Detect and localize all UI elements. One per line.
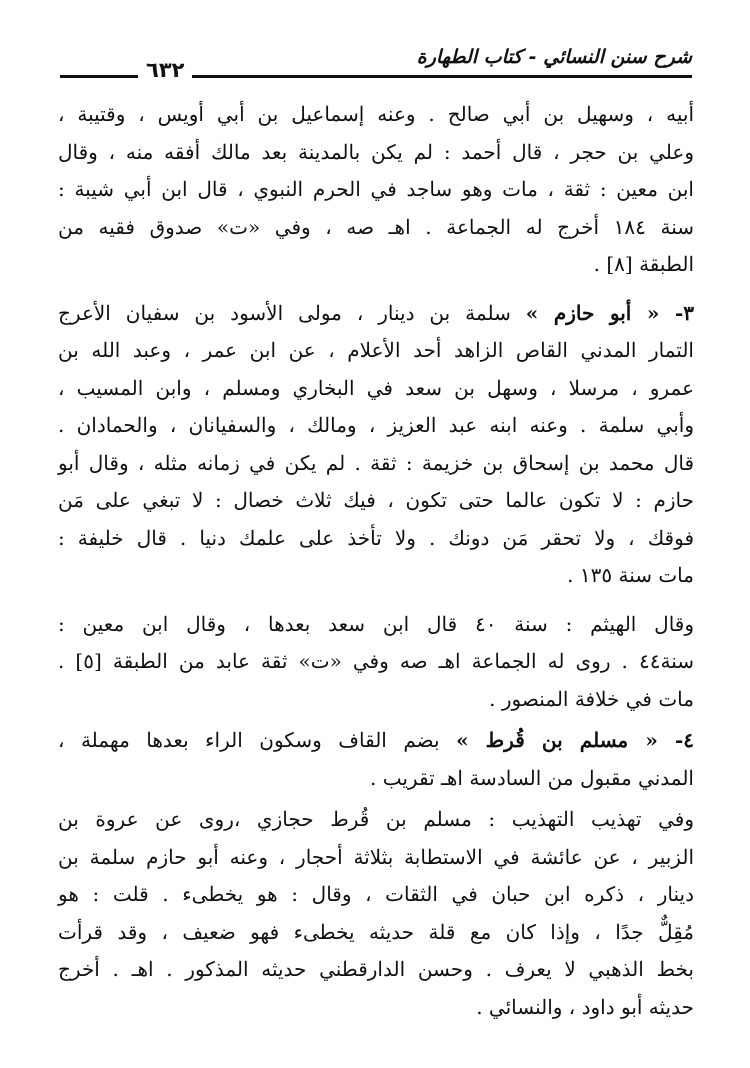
text-line: سنة٤٤ . روى له الجماعة اهـ صه وفي «ت» ثقة عابد من الطبقة [٥] .	[58, 649, 694, 673]
text-line: الزبير ، عن عائشة في الاستطابة بثلاثة أحجار ، وعنه أبو حازم سلمة بن	[58, 844, 694, 869]
text-line: وأبي سلمة . وعنه ابنه عبد العزيز ، ومالك ، والسفيانان ، والحمادان .	[58, 413, 694, 437]
text-line: مات في خلافة المنصور .	[489, 686, 694, 711]
paragraph-1	[58, 96, 694, 284]
page-number: ٦٣٢	[138, 58, 192, 82]
text-line: التمار المدني القاص الزاهد أحد الأعلام ، عن ابن عمر ، وعبد الله بن	[58, 338, 694, 362]
text-line: الطبقة [٨] .	[593, 252, 694, 276]
text-line	[58, 295, 694, 333]
text-line: حديثه أبو داود ، والنسائي .	[476, 994, 694, 1019]
page-body	[58, 96, 694, 1026]
paragraph-2	[58, 295, 694, 595]
text-line: مُقِلٌّ جدًا ، وإذا كان مع قلة حديثه يخطىء فهو ضعيف ، وقد قرأت	[58, 919, 694, 944]
paragraph-3	[58, 606, 694, 719]
entry-heading: ٤- « مسلم بن قُرط »	[456, 728, 695, 752]
paragraph-4	[58, 722, 694, 797]
text-line: المدني مقبول من السادسة اهـ تقريب .	[370, 765, 694, 790]
text-line: فوقك ، ولا تحقر مَن دونك . ولا تأخذ على علمك دنيا . قال خليفة :	[58, 525, 694, 550]
text-line: وقال الهيثم : سنة ٤٠ قال ابن سعد بعدها ، وقال ابن معين :	[58, 611, 695, 636]
text-line: بخط الذهبي لا يعرف . وحسن الدارقطني حديثه المذكور . اهـ . أخرج	[58, 957, 694, 981]
text-line: سنة ١٨٤ أخرج له الجماعة . اهـ صه ، وفي «ت» صدوق فقيه من	[58, 214, 695, 239]
text-line: دينار ، ذكره ابن حبان في الثقات ، وقال : هو يخطىء . قلت : هو	[58, 882, 694, 906]
entry-text: سلمة بن دينار ، مولى الأسود بن سفيان الأعرج	[58, 300, 526, 325]
text-line: قال محمد بن إسحاق بن خزيمة : ثقة . لم يكن في زمانه مثله ، وقال أبو	[58, 450, 694, 475]
entry-heading: ٣- « أبو حازم »	[525, 300, 694, 325]
text-line: أبيه ، وسهيل بن أبي صالح . وعنه إسماعيل بن أبي أويس ، وقتيبة ،	[58, 102, 694, 126]
text-line: حازم : لا تكون عالما حتى تكون ، فيك ثلاث خصال : لا تبغي على مَن	[58, 488, 694, 512]
text-line	[58, 722, 694, 760]
text-line: وعلي بن حجر ، قال أحمد : لم يكن بالمدينة بعد مالك أفقه منه ، وقال	[58, 139, 694, 164]
paragraph-5	[58, 801, 694, 1026]
text-line: مات سنة ١٣٥ .	[567, 563, 694, 587]
text-line: ابن معين : ثقة ، مات وهو ساجد في الحرم النبوي ، قال ابن أبي شيبة :	[58, 177, 694, 201]
text-line: عمرو ، مرسلا ، وسهل بن سعد في البخاري ومسلم ، وابن المسيب ،	[58, 375, 694, 400]
running-title: شرح سنن النسائي - كتاب الطهارة	[416, 46, 692, 68]
page-header	[60, 46, 692, 86]
entry-text: بضم القاف وسكون الراء بعدها مهملة ،	[58, 728, 457, 752]
text-line: وفي تهذيب التهذيب : مسلم بن قُرط حجازي ،روى عن عروة بن	[58, 807, 694, 831]
